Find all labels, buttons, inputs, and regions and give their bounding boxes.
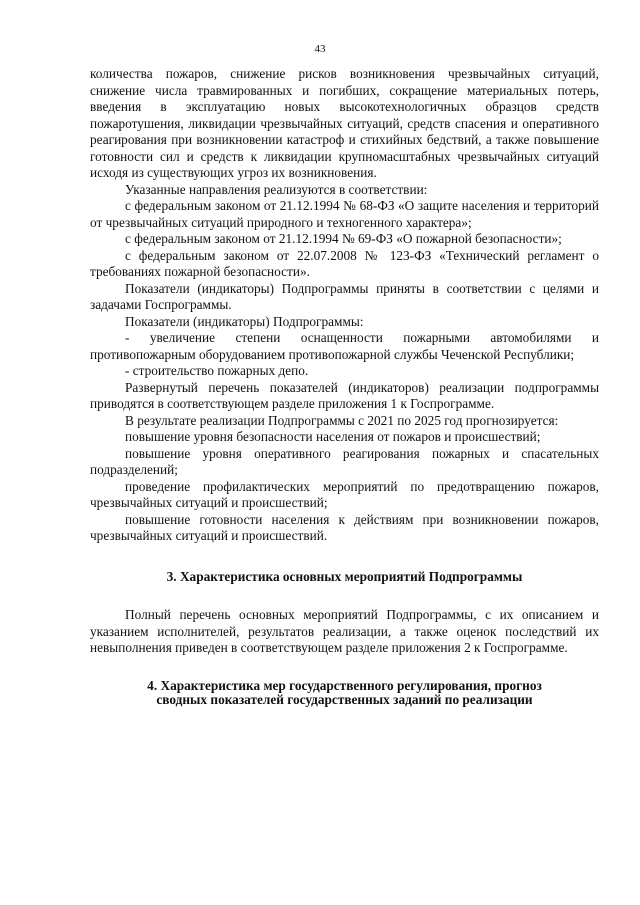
section-4-heading — [90, 679, 599, 707]
section-3-paragraph: Полный перечень основных мероприятий Подпрограммы, с их описанием и указанием исполнителей, результатов реализации, а также оценок последствий их невыполнения приведен в соответствующем разделе приложения 2 к Госпрограмме. — [90, 607, 599, 655]
page-number: 43 — [314, 43, 326, 55]
forecast-item-safety: повышение уровня безопасности населения от пожаров и происшествий; — [125, 429, 541, 444]
paragraph-law-69fz: с федеральным законом от 21.12.1994 № 69-ФЗ «О пожарной безопасности»; — [125, 231, 562, 246]
page-content — [90, 66, 599, 707]
paragraph-continuation: количества пожаров, снижение рисков возникновения чрезвычайных ситуаций, снижение числа травмированных и погибших, сокращение материальных потерь, введения в эксплуатацию новых высокотехнологичных образцов средств пожаротушения, ликвидации чрезвычайных ситуаций, средств спасения и оперативного реагирования при возникновении катастроф и стихийных бедствий, а также повышение готовности сил и средств к ликвидации крупномасштабных чрезвычайных ситуаций исходя из существующих угроз их возникновения. — [90, 66, 599, 180]
paragraph-detailed-list: Развернутый перечень показателей (индикаторов) реализации подпрограммы приводятся в соответствующем разделе приложения 1 к Госпрограмме. — [90, 379, 599, 411]
paragraph-law-123fz: с федеральным законом от 22.07.2008 № 123-ФЗ «Технический регламент о требованиях пожарной безопасности». — [90, 247, 599, 279]
paragraph-law-68fz: с федеральным законом от 21.12.1994 № 68-ФЗ «О защите населения и территорий от чрезвычайных ситуаций природного и техногенного характера»; — [90, 198, 599, 230]
section-4-heading-line-2: сводных показателей государственных заданий по реализации — [156, 691, 533, 707]
paragraph-indicators-list-title: Показатели (индикаторы) Подпрограммы: — [125, 313, 364, 329]
forecast-item-prevention: проведение профилактических мероприятий по предотвращению пожаров, чрезвычайных ситуаций и происшествий; — [90, 478, 599, 510]
section-4-heading-line-1: 4. Характеристика мер государственного регулирования, прогноз — [147, 677, 542, 693]
section-3-heading: 3. Характеристика основных мероприятий Подпрограммы — [166, 568, 523, 584]
paragraph-forecast-intro: В результате реализации Подпрограммы с 2021 по 2025 год прогнозируется: — [125, 412, 559, 428]
forecast-item-readiness: повышение готовности населения к действиям при возникновении пожаров, чрезвычайных ситуаций и происшествий. — [90, 511, 599, 543]
list-item-equipment: - увеличение степени оснащенности пожарными автомобилями и противопожарным оборудованием противопожарной службы Чеченской Республики; — [90, 330, 599, 362]
forecast-item-response: повышение уровня оперативного реагирования пожарных и спасательных подразделений; — [90, 445, 599, 477]
paragraph-indicators-adopted: Показатели (индикаторы) Подпрограммы приняты в соответствии с целями и задачами Госпрограммы. — [90, 280, 599, 312]
paragraph-directions-intro: Указанные направления реализуются в соответствии: — [125, 181, 428, 197]
list-item-fire-depots: - строительство пожарных депо. — [125, 363, 309, 378]
